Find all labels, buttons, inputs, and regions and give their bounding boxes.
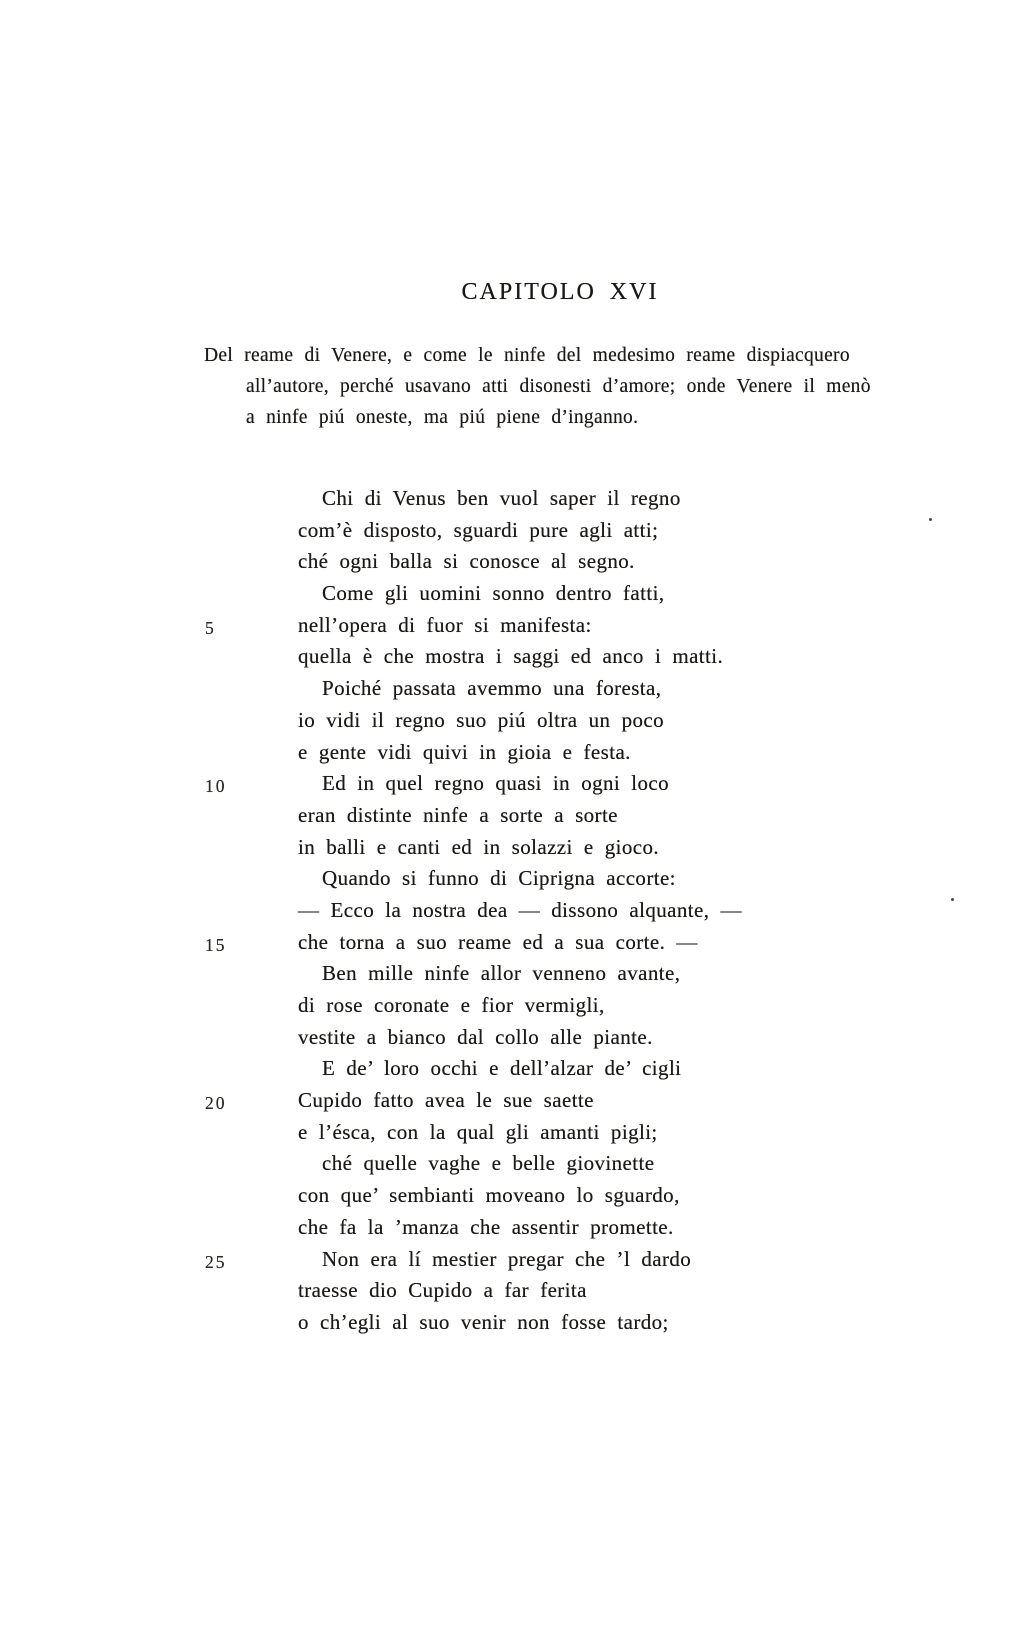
line-number: 5 <box>205 617 216 638</box>
verse-text: — Ecco la nostra dea — dissono alquante, — <box>298 897 742 922</box>
verse-text: ché quelle vaghe e belle giovinette <box>322 1151 655 1176</box>
poem-line <box>204 515 964 547</box>
poem-line <box>204 1085 964 1117</box>
verse-text: che fa la ’manza che assentir promette. <box>298 1214 674 1239</box>
verse-text: quella è che mostra i saggi ed anco i matti. <box>298 644 724 669</box>
line-number: 20 <box>205 1093 227 1114</box>
poem-line <box>204 705 964 737</box>
verse-text: Non era lí mestier pregar che ’l dardo <box>322 1246 692 1271</box>
poem-line <box>204 1307 964 1339</box>
poem-line <box>204 800 964 832</box>
poem-line <box>204 673 964 705</box>
verse-text: io vidi il regno suo piú oltra un poco <box>298 707 664 732</box>
chapter-argument <box>204 340 924 433</box>
line-number: 15 <box>205 934 227 955</box>
poem-line <box>204 863 964 895</box>
poem-line <box>204 958 964 990</box>
poem-line <box>204 1275 964 1307</box>
scan-speck <box>929 518 932 521</box>
verse-text: e l’ésca, con la qual gli amanti pigli; <box>298 1119 658 1144</box>
poem-line <box>204 990 964 1022</box>
poem-line <box>204 546 964 578</box>
poem-line <box>204 832 964 864</box>
verse-text: e gente vidi quivi in gioia e festa. <box>298 739 631 764</box>
argument-line: a ninfe piú oneste, ma piú piene d’inganno. <box>246 407 639 428</box>
verse-text: vestite a bianco dal collo alle piante. <box>298 1024 653 1049</box>
verse-text: Cupido fatto avea le sue saette <box>298 1088 594 1113</box>
verse-text: con que’ sembianti moveano lo sguardo, <box>298 1183 680 1208</box>
poem-line <box>204 895 964 927</box>
poem-line <box>204 641 964 673</box>
verse-text: Quando si funno di Ciprigna accorte: <box>322 866 676 891</box>
verse-text: Chi di Venus ben vuol saper il regno <box>322 486 681 510</box>
verse-text: ché ogni balla si conosce al segno. <box>298 549 635 574</box>
verse-text: che torna a suo reame ed a sua corte. — <box>298 929 698 954</box>
verse-text: di rose coronate e fior vermigli, <box>298 993 605 1017</box>
poem-line <box>204 768 964 800</box>
scan-speck <box>951 898 954 901</box>
verse-text: nell’opera di fuor si manifesta: <box>298 612 592 637</box>
verse-text: Come gli uomini sonno dentro fatti, <box>322 581 665 606</box>
argument-line: all’autore, perché usavano atti disonesti d’amore; onde Venere il menò <box>246 376 871 397</box>
argument-line: Del reame di Venere, e come le ninfe del medesimo reame dispiacquero <box>204 345 850 366</box>
poem-line <box>204 1180 964 1212</box>
line-number: 10 <box>205 776 227 797</box>
verse-text: com’è disposto, sguardi pure agli atti; <box>298 517 659 542</box>
verse-text: Poiché passata avemmo una foresta, <box>322 676 662 701</box>
chapter-title: CAPITOLO XVI <box>461 279 659 305</box>
poem-line <box>204 1022 964 1054</box>
verse-text: traesse dio Cupido a far ferita <box>298 1278 587 1303</box>
verse-text: eran distinte ninfe a sorte a sorte <box>298 802 618 827</box>
poem-line <box>204 1053 964 1085</box>
poem-line <box>204 578 964 610</box>
poem-line <box>204 737 964 769</box>
poem-line <box>204 1148 964 1180</box>
poem <box>204 483 964 1339</box>
poem-line <box>204 1244 964 1276</box>
line-number: 25 <box>205 1251 227 1272</box>
verse-text: Ben mille ninfe allor venneno avante, <box>322 961 681 986</box>
poem-line <box>204 610 964 642</box>
verse-text: o ch’egli al suo venir non fosse tardo; <box>298 1309 669 1334</box>
verse-text: in balli e canti ed in solazzi e gioco. <box>298 834 660 859</box>
poem-line <box>204 927 964 959</box>
poem-line <box>204 483 964 515</box>
poem-line <box>204 1117 964 1149</box>
verse-text: Ed in quel regno quasi in ogni loco <box>322 771 670 796</box>
verse-text: E de’ loro occhi e dell’alzar de’ cigli <box>322 1056 682 1081</box>
poem-line <box>204 1212 964 1244</box>
